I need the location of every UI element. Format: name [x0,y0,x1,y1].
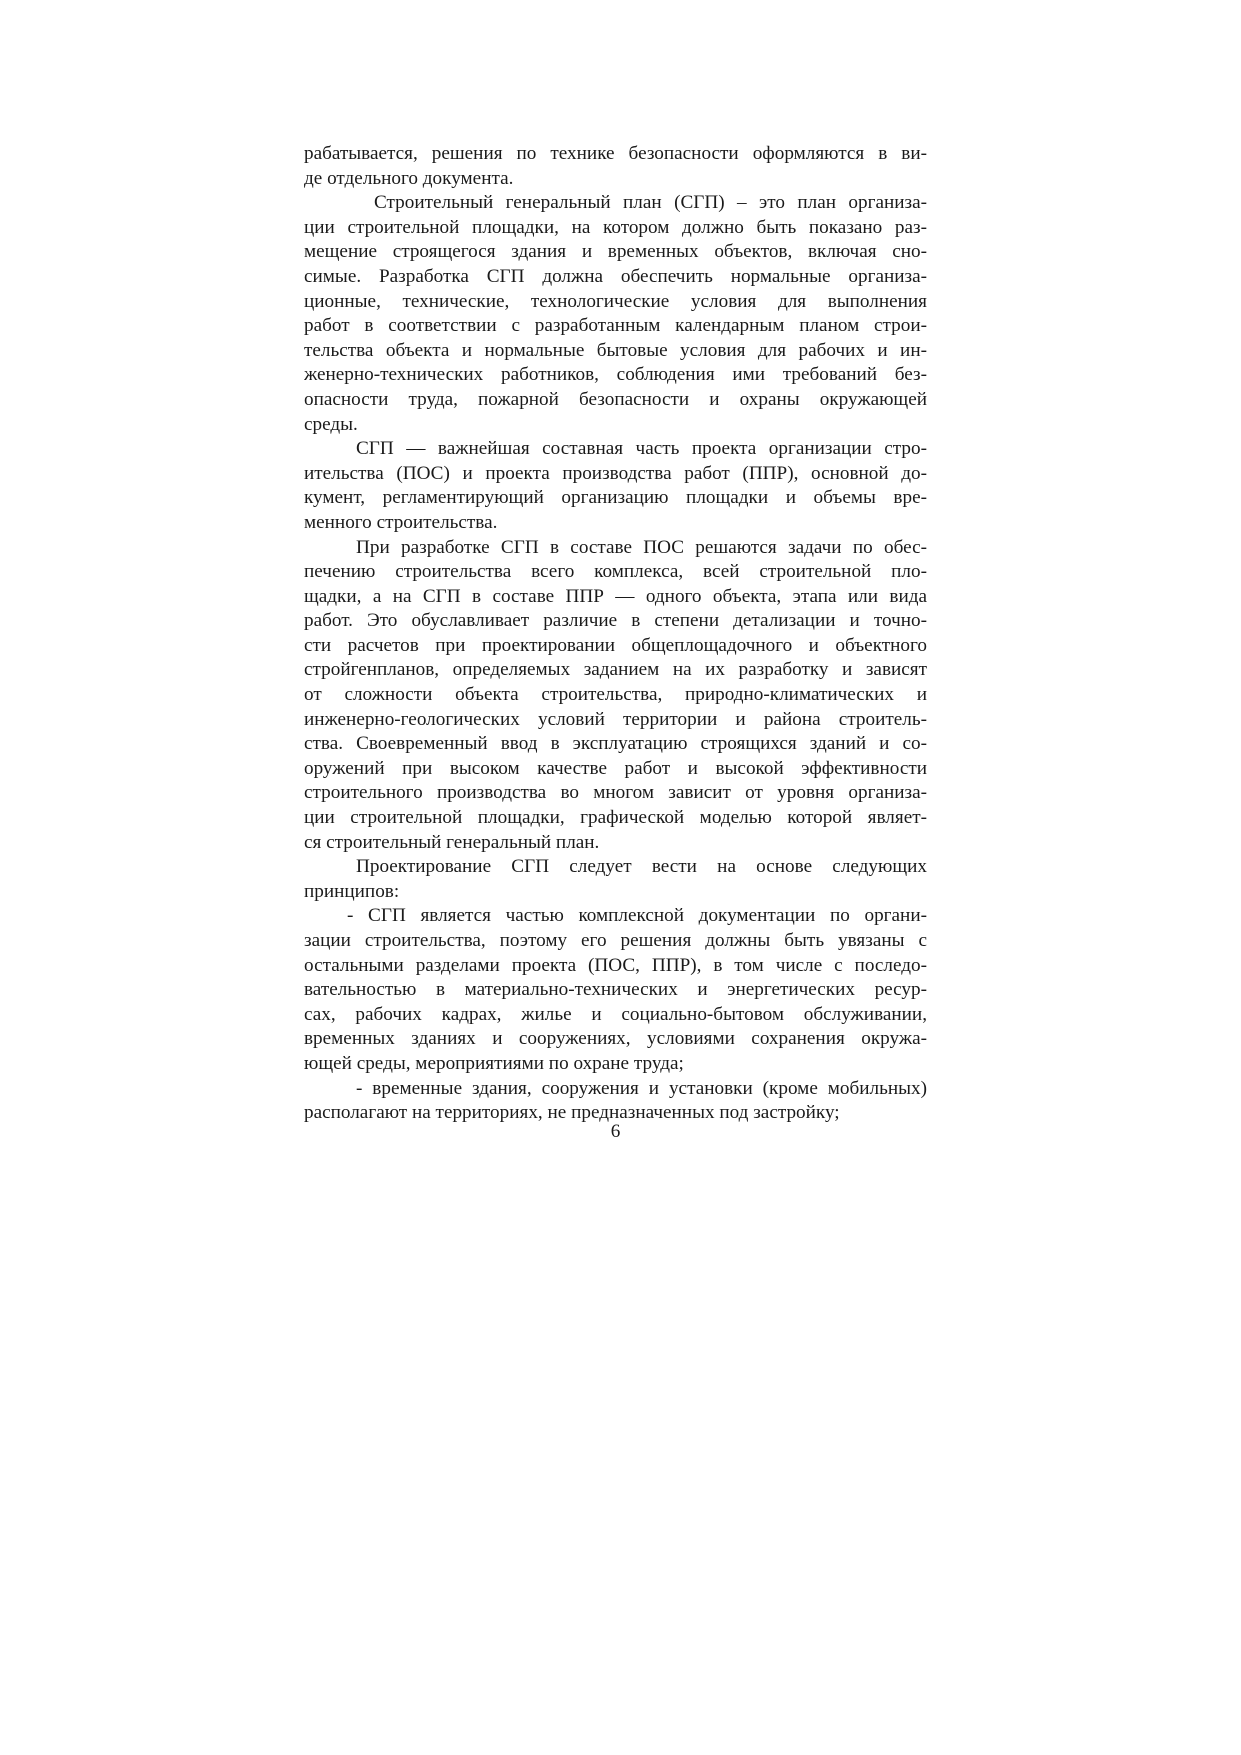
paragraph-sgp-importance [304,437,927,535]
text-line: мещение строящегося здания и временных объектов, включая сно- [304,241,927,263]
paragraph-sgp-definition [304,191,927,437]
text-line: кумент, регламентирующий организацию площадки и объемы вре- [304,487,927,509]
text-line: располагают на территориях, не предназначенных под застройку; [304,1102,840,1124]
text-line: опасности труда, пожарной безопасности и охраны окружающей [304,388,927,410]
document-page [304,142,927,1142]
paragraph-continuation [304,142,927,191]
text-line: - временные здания, сооружения и установки (кроме мобильных) [356,1077,927,1099]
list-item-principle-1 [304,904,927,1076]
text-line: зации строительства, поэтому его решения должны быть увязаны с [304,930,927,951]
text-line: работ. Это обуславливает различие в степени детализации и точно- [304,610,927,632]
text-line: рабатывается, решения по технике безопасности оформляются в ви- [304,143,927,164]
text-line: инженерно-геологических условий территории и района строитель- [304,708,927,730]
text-line: тельства объекта и нормальные бытовые условия для рабочих и ин- [304,339,927,361]
text-line: симые. Разработка СГП должна обеспечить нормальные организа- [304,265,927,287]
text-line: ся строительный генеральный план. [304,831,600,853]
text-line: ционные, технические, технологические условия для выполнения [304,290,927,312]
text-line: де отдельного документа. [304,167,514,189]
text-line: принципов: [304,880,400,902]
text-line: работ в соответствии с разработанным календарным планом строи- [304,315,927,337]
text-line: Строительный генеральный план (СГП) – это план организа- [374,192,927,214]
text-line: ительства (ПОС) и проекта производства работ (ППР), основной до- [304,462,927,484]
text-line: менного строительства. [304,511,498,533]
text-line: женерно-технических работников, соблюдения ими требований без- [304,364,927,386]
paragraph-principles-intro [304,855,927,904]
text-line: При разработке СГП в составе ПОС решаются задачи по обес- [356,536,927,558]
text-line: оружений при высоком качестве работ и высокой эффективности [304,757,927,779]
paragraph-sgp-development [304,536,927,856]
text-line: среды. [304,413,358,435]
text-line: щадки, а на СГП в составе ППР — одного объекта, этапа или вида [304,585,927,607]
list-item-principle-2 [304,1077,927,1126]
text-line: стройгенпланов, определяемых заданием на их разработку и зависят [304,659,927,681]
page-number: 6 [610,1121,621,1142]
text-line: остальными разделами проекта (ПОС, ППР), в том числе с последо- [304,954,927,976]
text-line: ции строительной площадки, графической моделью которой являет- [304,807,927,829]
text-line: ства. Своевременный ввод в эксплуатацию строящихся зданий и со- [304,733,927,755]
text-line: сти расчетов при проектировании общеплощадочного и объектного [304,634,927,656]
text-line: временных зданиях и сооружениях, условиями сохранения окружа- [304,1028,927,1050]
text-line: вательностью в материально-технических и энергетических ресур- [304,979,927,1001]
text-line: Проектирование СГП следует вести на основе следующих [356,856,927,878]
text-line: ции строительной площадки, на котором должно быть показано раз- [304,216,927,238]
text-line: сах, рабочих кадрах, жилье и социально-бытовом обслуживании, [304,1003,927,1025]
text-line: СГП — важнейшая составная часть проекта организации стро- [356,438,927,460]
text-line: строительного производства во многом зависит от уровня организа- [304,782,927,804]
text-line: от сложности объекта строительства, природно-климатических и [304,684,927,706]
text-line: ющей среды, мероприятиями по охране труда; [304,1052,684,1074]
text-line: - СГП является частью комплексной документации по органи- [347,905,927,927]
text-line: печению строительства всего комплекса, всей строительной пло- [304,561,927,583]
